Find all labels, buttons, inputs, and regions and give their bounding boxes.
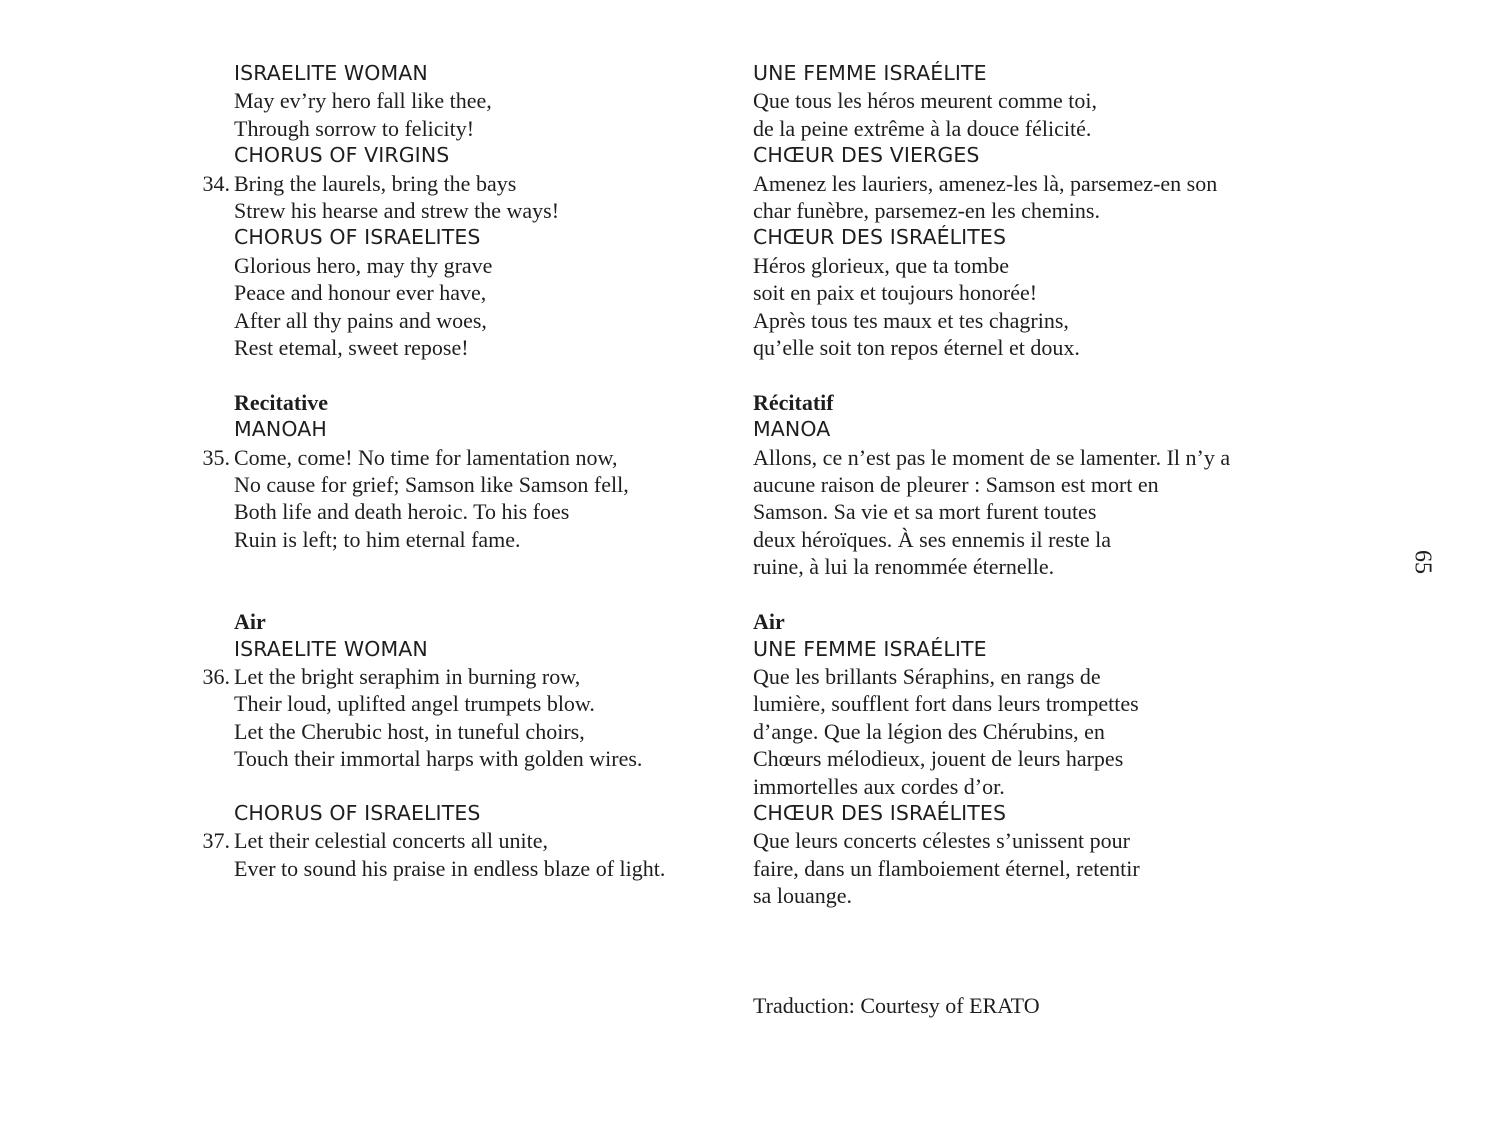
movement-number: 37. bbox=[202, 828, 230, 854]
english-libretto-column bbox=[202, 60, 704, 882]
verse-line: deux héroïques. À ses ennemis il reste la bbox=[753, 526, 1112, 552]
movement-number: 34. bbox=[202, 170, 230, 196]
verse-line: Que leurs concerts célestes s’unissent pour bbox=[753, 828, 1130, 854]
verse-line: Glorious hero, may thy grave bbox=[234, 252, 493, 278]
verse-line: aucune raison de pleurer : Samson est mort en bbox=[753, 472, 1159, 498]
singer-heading: MANOA bbox=[753, 417, 831, 442]
singer-heading: CHORUS OF VIRGINS bbox=[234, 143, 450, 168]
movement-number: 36. bbox=[202, 663, 230, 689]
verse-line: d’ange. Que la légion des Chérubins, en bbox=[753, 718, 1105, 744]
singer-heading: MANOAH bbox=[234, 417, 327, 442]
page-number: 65 bbox=[1409, 550, 1436, 574]
verse-line: faire, dans un flamboiement éternel, retentir bbox=[753, 855, 1140, 881]
verse-line: Après tous tes maux et tes chagrins, bbox=[753, 307, 1069, 333]
section-title: Air bbox=[753, 609, 785, 635]
verse-line: Chœurs mélodieux, jouent de leurs harpes bbox=[753, 746, 1124, 772]
singer-heading: CHORUS OF ISRAELITES bbox=[234, 225, 481, 250]
singer-heading: ISRAELITE WOMAN bbox=[234, 61, 428, 85]
verse-line: 34. Bring the laurels, bring the bays bbox=[202, 170, 517, 196]
verse-line: No cause for grief; Samson like Samson fell, bbox=[234, 472, 629, 498]
verse-line: de la peine extrême à la douce félicité. bbox=[753, 115, 1092, 141]
verse-line: lumière, soufflent fort dans leurs trompettes bbox=[753, 691, 1139, 717]
verse-line: sa louange. bbox=[753, 883, 852, 909]
verse-line: Let the Cherubic host, in tuneful choirs, bbox=[234, 718, 585, 744]
verse-line: char funèbre, parsemez-en les chemins. bbox=[753, 198, 1100, 224]
verse-line: After all thy pains and woes, bbox=[234, 307, 487, 333]
verse-line: Ruin is left; to him eternal fame. bbox=[234, 526, 521, 552]
singer-heading: CHŒUR DES ISRAÉLITES bbox=[753, 800, 1007, 825]
singer-heading: ISRAELITE WOMAN bbox=[234, 636, 428, 661]
verse-line: Both life and death heroic. To his foes bbox=[234, 499, 570, 525]
verse-line: Que tous les héros meurent comme toi, bbox=[753, 88, 1097, 114]
french-translation-column bbox=[753, 60, 1253, 1019]
verse-line: immortelles aux cordes d’or. bbox=[753, 773, 1005, 799]
singer-heading: CHŒUR DES VIERGES bbox=[753, 143, 980, 168]
verse-line: soit en paix et toujours honorée! bbox=[753, 280, 1038, 306]
verse-line: Amenez les lauriers, amenez-les là, parsemez-en son bbox=[753, 170, 1218, 196]
singer-heading: UNE FEMME ISRAÉLITE bbox=[753, 636, 987, 661]
section-title: Récitatif bbox=[753, 389, 834, 415]
verse-line: Strew his hearse and strew the ways! bbox=[234, 198, 560, 224]
singer-heading: CHORUS OF ISRAELITES bbox=[234, 800, 481, 825]
verse-line: Through sorrow to felicity! bbox=[234, 115, 475, 141]
verse-line: Their loud, uplifted angel trumpets blow. bbox=[234, 691, 595, 717]
verse-line: Que les brillants Séraphins, en rangs de bbox=[753, 663, 1101, 689]
verse-line: qu’elle soit ton repos éternel et doux. bbox=[753, 335, 1080, 361]
section-title: Air bbox=[234, 609, 266, 635]
verse-line: Peace and honour ever have, bbox=[234, 280, 487, 306]
section-title: Recitative bbox=[234, 389, 329, 415]
singer-heading: CHŒUR DES ISRAÉLITES bbox=[753, 225, 1007, 250]
movement-number: 35. bbox=[202, 444, 230, 470]
verse-line: Allons, ce n’est pas le moment de se lamenter. Il n’y a bbox=[753, 444, 1231, 470]
verse-line: Héros glorieux, que ta tombe bbox=[753, 252, 1009, 278]
verse-line: Rest etemal, sweet repose! bbox=[234, 335, 469, 361]
verse-line: 37. Let their celestial concerts all unite, bbox=[202, 828, 548, 854]
verse-line: 36. Let the bright seraphim in burning row, bbox=[202, 663, 581, 689]
verse-line: Touch their immortal harps with golden wires. bbox=[234, 746, 643, 772]
verse-line: 35. Come, come! No time for lamentation now, bbox=[202, 444, 618, 470]
verse-line: Samson. Sa vie et sa mort furent toutes bbox=[753, 499, 1097, 525]
verse-line: May ev’ry hero fall like thee, bbox=[234, 88, 492, 114]
singer-heading: UNE FEMME ISRAÉLITE bbox=[753, 61, 987, 85]
translation-credit: Traduction: Courtesy of ERATO bbox=[753, 992, 1040, 1018]
verse-line: Ever to sound his praise in endless blaze of light. bbox=[234, 855, 666, 881]
verse-line: ruine, à lui la renommée éternelle. bbox=[753, 554, 1055, 580]
